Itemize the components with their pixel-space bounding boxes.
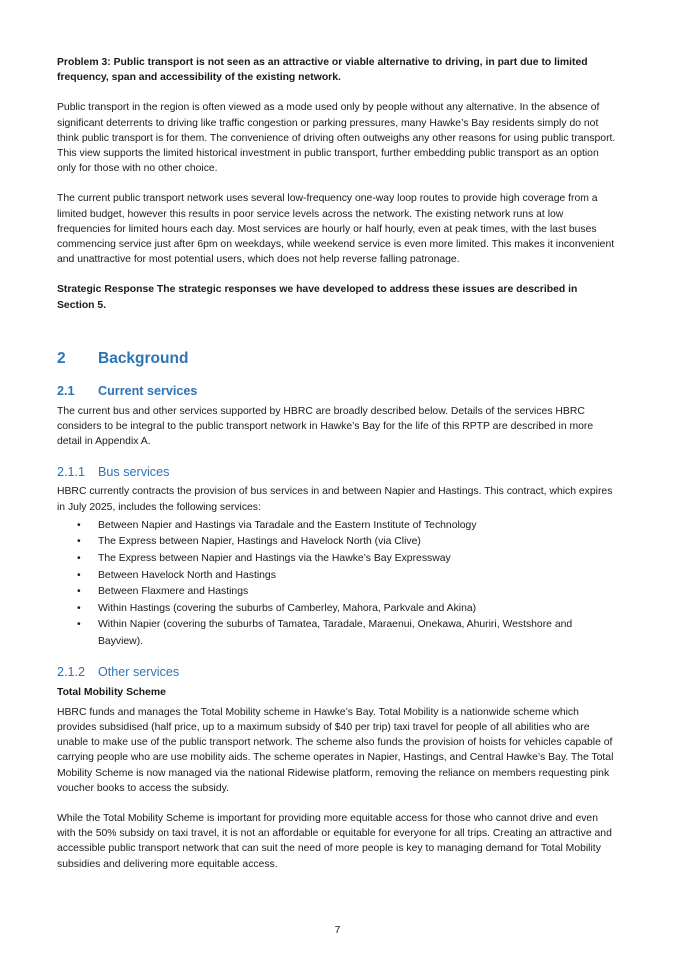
problem-paragraph-1: Public transport in the region is often viewed as a mode used only by people without any alternative. In the absence of significant deterrents to driving like traffic congestion or parking pressures, many Hawke’s Bay residents simply do not think public transport is for them. The convenience of driving often outweighs any other reasons for using public transport. This view supports the limited historical investment in public transport, further embedding public transport as an option only for those with no other choice. [57,102,616,175]
list-item-text: Between Flaxmere and Hastings [98,586,249,598]
list-item [57,568,617,585]
list-item [57,584,617,601]
bullet-marker: • [77,536,81,548]
list-item [57,534,617,551]
bullet-marker: • [77,519,81,531]
bus-services-text: HBRC currently contracts the provision of bus services in and between Napier and Hastings. This contract, which expires in July 2025, includes the following services: [57,486,613,513]
problem-heading: Problem 3: Public transport is not seen as an attractive or viable alternative to driving, in part due to limited frequency, span and accessibility of the existing network. [57,57,588,84]
section-number: 2.1.1 [57,465,86,480]
list-item-text: Within Napier (covering the suburbs of Tamatea, Taradale, Maraenui, Onekawa, Ahuriri, Westshore and Bayview). [98,619,573,648]
section-number: 2 [57,349,66,367]
bullet-marker: • [77,602,81,614]
bullet-marker: • [77,619,81,631]
list-item [57,601,617,618]
bullet-marker: • [77,569,81,581]
total-mobility-subheading: Total Mobility Scheme [57,686,166,698]
list-item [57,551,617,568]
section-title: Background [98,349,189,367]
section-heading-other-services [57,664,617,681]
list-item-text: The Express between Napier, Hastings and Havelock North (via Clive) [98,536,421,548]
bus-services-list [57,518,617,651]
list-item-text: Within Hastings (covering the suburbs of Camberley, Mahora, Parkvale and Akina) [98,602,477,614]
section-number: 2.1 [57,383,75,398]
strategic-response: Strategic Response The strategic responses we have developed to address these issues are described in Section 5. [57,284,578,311]
list-item-text: The Express between Napier and Hastings via the Hawke’s Bay Expressway [98,553,451,565]
page-content [57,55,617,872]
list-item [57,617,617,650]
total-mobility-paragraph-2: While the Total Mobility Scheme is important for providing more equitable access for those who cannot drive and even with the 50% subsidy on taxi travel, it is not an affordable or equitable for everyone for all trips. Creating an attractive and accessible public transport network that can suit the need of more people is key to managing demand for Total Mobility subsidies and delivering more equitable access. [57,813,612,870]
list-item [57,518,617,535]
section-heading-background [57,349,617,369]
section-title: Current services [98,383,198,398]
total-mobility-paragraph-1: HBRC funds and manages the Total Mobility scheme in Hawke’s Bay. Total Mobility is a nationwide scheme which provides subsidised (half price, up to a maximum subsidy of $40 per trip) taxi travel for people of all abilities who are unable to make use of the public transport network. The scheme also funds the provision of hoists for vehicles capable of carrying people who are use mobility aids. The scheme operates in Napier, Hastings, and Central Hawke’s Bay. The Total Mobility Scheme is now managed via the national Ridewise platform, removing the reliance on members requesting pink voucher books to access the subsidy. [57,706,614,794]
bullet-marker: • [77,586,81,598]
section-title: Bus services [98,465,170,480]
section-heading-current-services [57,383,617,400]
list-item-text: Between Havelock North and Hastings [98,569,276,581]
problem-paragraph-2: The current public transport network uses several low-frequency one-way loop routes to provide high coverage from a limited budget, however this results in poor service levels across the network. The existing network runs at low frequencies for limited hours each day. Most services are hourly or half hourly, even at peak times, with the last buses commencing service just after 6pm on weekdays, while weekend service is even more limited. This makes it inconvenient and unattractive for most potential users, which does not help reverse falling patronage. [57,193,615,266]
list-item-text: Between Napier and Hastings via Taradale and the Eastern Institute of Technology [98,519,477,531]
section-title: Other services [98,664,180,679]
bullet-marker: • [77,553,81,565]
current-services-text: The current bus and other services supported by HBRC are broadly described below. Details of the services HBRC considers to be integral to the public transport network in Hawke’s Bay for the life of this RPTP are described in more detail in Appendix A. [57,405,594,448]
section-heading-bus-services [57,464,617,481]
page-number: 7 [334,925,341,936]
section-number: 2.1.2 [57,664,86,679]
